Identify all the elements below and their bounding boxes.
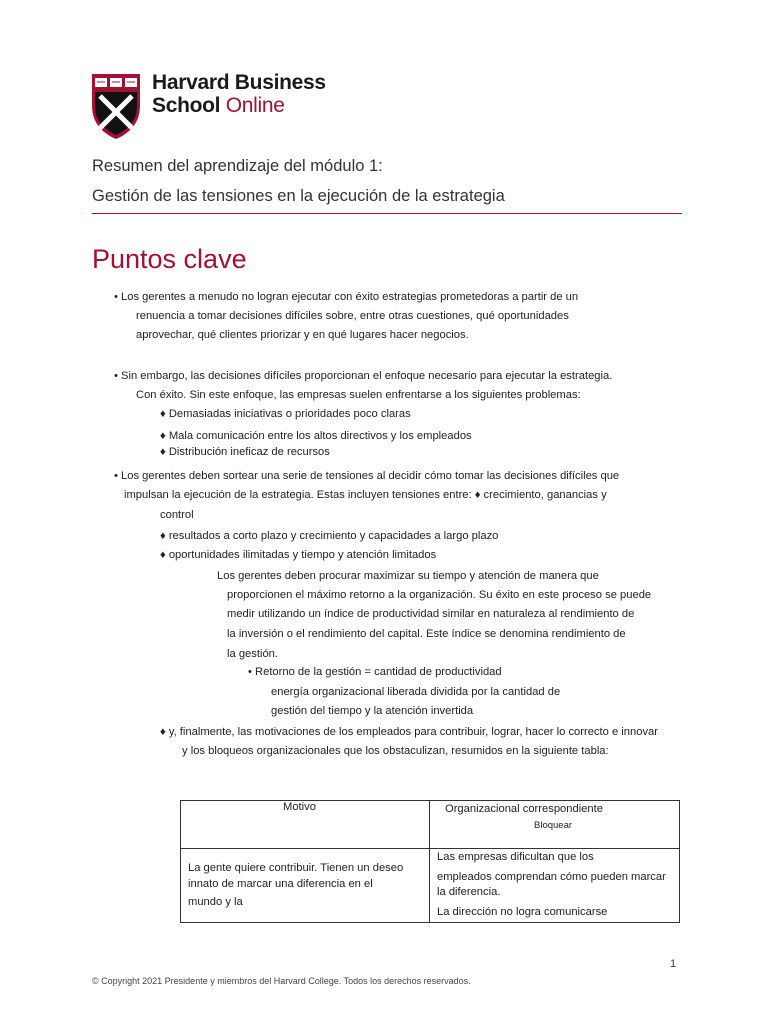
- brand-school: School: [152, 94, 221, 117]
- bullet-1-line-1: • Los gerentes a menudo no logran ejecutar con éxito estrategias prometedoras a partir de un: [114, 291, 579, 303]
- bullet-2-line-1: • Sin embargo, las decisiones difíciles proporcionan el enfoque necesario para ejecutar la estrategia.: [114, 370, 613, 382]
- header-motive-label: Motivo: [283, 801, 316, 813]
- brand-name-line1: Harvard Business: [152, 71, 326, 94]
- table-header-block: [430, 801, 680, 849]
- section-heading: Puntos clave: [92, 244, 247, 274]
- bullet-1-line-2: renuencia a tomar decisiones difíciles sobre, entre otras cuestiones, qué oportunidades: [136, 310, 569, 322]
- document-title-line2: Gestión de las tensiones en la ejecución de la estrategia: [92, 187, 505, 205]
- document-title-line1: Resumen del aprendizaje del módulo 1:: [92, 157, 383, 175]
- header-block-label-2: Bloquear: [534, 820, 573, 831]
- paragraph-line-3: medir utilizando un índice de productividad similar en naturaleza al rendimiento de: [227, 608, 635, 620]
- bullet-3-sub-3-line-1: ♦ y, finalmente, las motivaciones de los empleados para contribuir, lograr, hacer lo correcto e innovar: [160, 726, 658, 738]
- bullet-2-line-2: Con éxito. Sin este enfoque, las empresas suelen enfrentarse a los siguientes problemas:: [136, 389, 581, 401]
- table-header-motive: [181, 801, 430, 849]
- header-block-label-1: Organizacional correspondiente: [445, 803, 603, 815]
- bullet-3-sub-3-line-2: y los bloqueos organizacionales que los obstaculizan, resumidos en la siguiente tabla:: [182, 745, 609, 757]
- formula-line-2: energía organizacional liberada dividida por la cantidad de: [271, 686, 561, 698]
- bullet-3-line-1: • Los gerentes deben sortear una serie de tensiones al decidir cómo tomar las decisiones difíciles que: [114, 470, 620, 482]
- bullet-3-line-2: impulsan la ejecución de la estrategia. Estas incluyen tensiones entre: ♦ crecimiento, ganancias y: [124, 489, 607, 501]
- table-cell-motive-1: [181, 849, 430, 923]
- table-cell-block-1: [430, 849, 680, 923]
- cell-block-line-1: Las empresas dificultan que los: [437, 851, 594, 863]
- formula-line-3: gestión del tiempo y la atención invertida: [271, 705, 474, 717]
- paragraph-line-5: la gestión.: [227, 648, 278, 660]
- paragraph-line-4: la inversión o el rendimiento del capital. Este índice se denomina rendimiento de: [227, 628, 626, 640]
- title-divider: [92, 213, 682, 214]
- cell-block-line-2: empleados comprendan cómo pueden marcar: [437, 871, 666, 883]
- bullet-2-sub-3: ♦ Distribución ineficaz de recursos: [160, 446, 330, 458]
- cell-motive-line-2: innato de marcar una diferencia en el: [188, 878, 373, 890]
- brand-online: Online: [225, 94, 285, 117]
- harvard-shield-logo: [90, 72, 142, 140]
- cell-block-line-3: la diferencia.: [437, 886, 501, 898]
- paragraph-line-2: proporcionen el máximo retorno a la organización. Su éxito en este proceso se puede: [227, 589, 652, 601]
- cell-motive-line-1: La gente quiere contribuir. Tienen un deseo: [188, 862, 404, 874]
- bullet-3-line-3: control: [160, 509, 194, 521]
- cell-block-line-4: La dirección no logra comunicarse: [437, 906, 608, 918]
- brand-name-line2: [152, 94, 285, 118]
- page-number: 1: [670, 958, 677, 970]
- bullet-3-sub-2: ♦ oportunidades ilimitadas y tiempo y atención limitados: [160, 549, 437, 561]
- motives-table: [180, 800, 680, 923]
- bullet-2-sub-2: ♦ Mala comunicación entre los altos directivos y los empleados: [160, 430, 472, 442]
- bullet-2-sub-1: ♦ Demasiadas iniciativas o prioridades poco claras: [160, 408, 411, 420]
- cell-motive-line-3: mundo y la: [188, 896, 243, 908]
- paragraph-line-1: Los gerentes deben procurar maximizar su tiempo y atención de manera que: [217, 570, 599, 582]
- formula-line-1: • Retorno de la gestión = cantidad de productividad: [248, 666, 502, 678]
- bullet-1-line-3: aprovechar, qué clientes priorizar y en qué lugares hacer negocios.: [136, 329, 469, 341]
- bullet-3-sub-1: ♦ resultados a corto plazo y crecimiento y capacidades a largo plazo: [160, 530, 499, 542]
- copyright-footer: © Copyright 2021 Presidente y miembros del Harvard College. Todos los derechos reservados.: [92, 976, 471, 986]
